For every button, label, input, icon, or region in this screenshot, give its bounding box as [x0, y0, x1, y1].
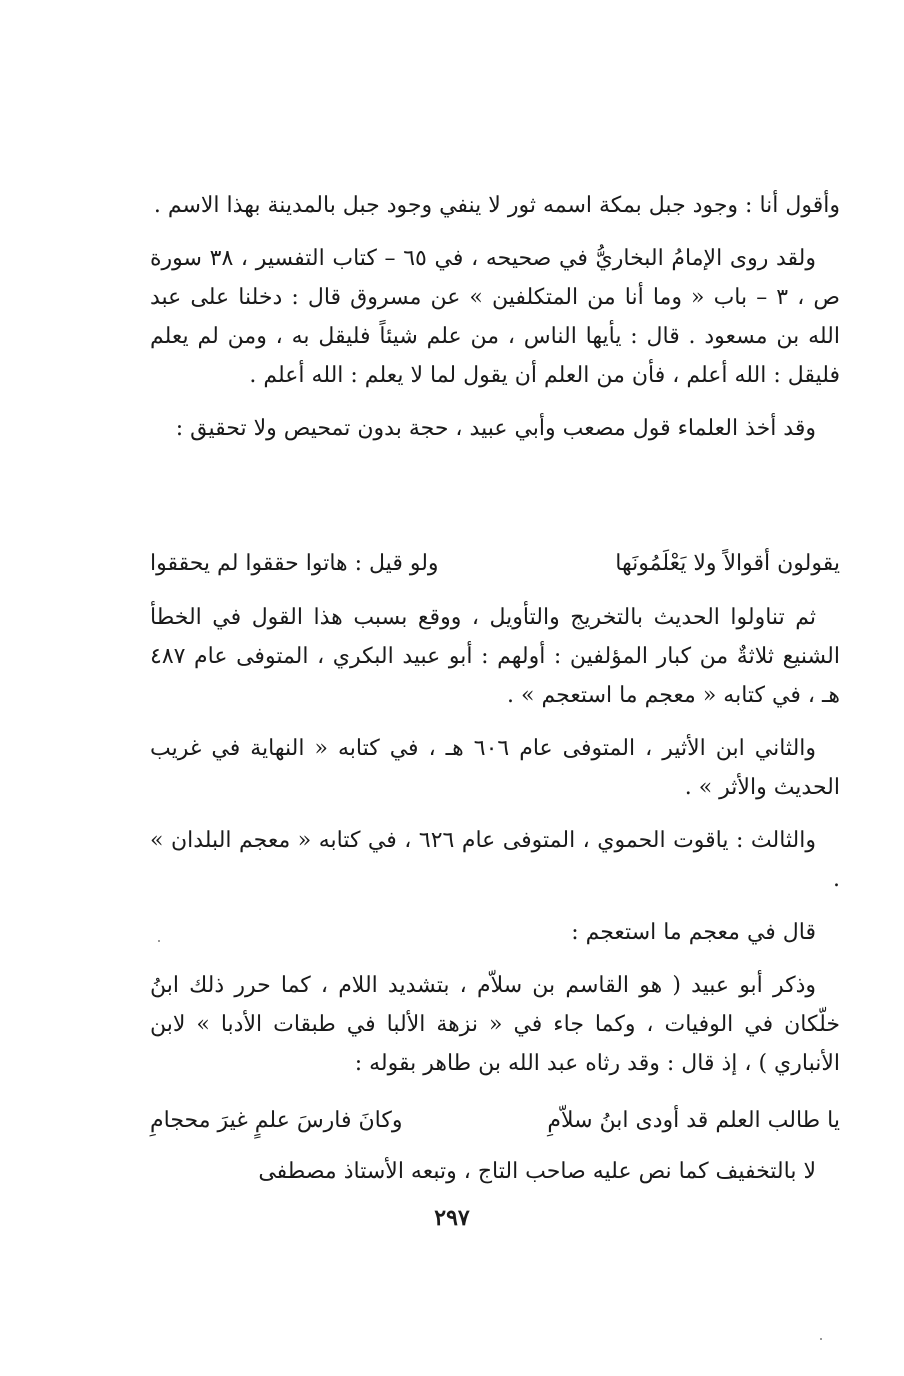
paragraph-3: وقد أخذ العلماء قول مصعب وأبي عبيد ، حجة بدون تمحيص ولا تحقيق : [175, 416, 816, 441]
verse-2-first-hemistich: يا طالب العلم قد أودى ابنُ سلاّمِ [547, 1108, 840, 1133]
verse-2 [150, 1101, 840, 1140]
text-block-bottom [150, 1152, 840, 1191]
paragraph-8: وذكر أبو عبيد ( هو القاسم بن سلاّم ، بتشديد اللام ، كما حرر ذلك ابنُ خلّكان في الوفيات ، وكما جاء في « نزهة الألبا في طبقات الأدبا » لابن الأنباري ) ، إذ قال : وقد رثاه عبد الله بن طاهر بقوله : [150, 973, 840, 1076]
scan-speck [820, 1338, 822, 1340]
paragraph-9: لا بالتخفيف كما نص عليه صاحب التاج ، وتبعه الأستاذ مصطفى [258, 1159, 816, 1184]
paragraph-4: ثم تناولوا الحديث بالتخريج والتأويل ، ووقع بسبب هذا القول في الخطأ الشنيع ثلاثةٌ من كبار المؤلفين : أولهم : أبو عبيد البكري ، المتوفى عام ٤٨٧ هـ ، في كتابه « معجم ما استعجم » . [150, 605, 840, 708]
paragraph-7: قال في معجم ما استعجم : [571, 920, 816, 945]
verse-1 [150, 544, 840, 583]
verse-1-second-hemistich: ولو قيل : هاتوا حققوا لم يحققوا [150, 551, 439, 576]
text-block-middle [150, 598, 840, 1083]
paragraph-2: ولقد روى الإمامُ البخاريُّ في صحيحه ، في ٦٥ – كتاب التفسير ، ٣٨ سورة ص ، ٣ – باب « وما أنا من المتكلفين » عن مسروق قال : دخلنا على عبد الله بن مسعود . قال : يأيها الناس ، من علم شيئاً فليقل به ، ومن لم يعلم فليقل : الله أعلم ، فأن من العلم أن يقول لما لا يعلم : الله أعلم . [150, 246, 840, 388]
scan-speck [158, 940, 160, 942]
verse-2-second-hemistich: وكانَ فارسَ علمٍ غيرَ محجامِ [150, 1108, 403, 1133]
paragraph-1: وأقول أنا : وجود جبل بمكة اسمه ثور لا ينفي وجود جبل بالمدينة بهذا الاسم . [153, 193, 840, 218]
paragraph-6: والثالث : ياقوت الحموي ، المتوفى عام ٦٢٦ ، في كتابه « معجم البلدان » . [150, 828, 840, 892]
page-number: ٢٩٧ [434, 1205, 470, 1231]
paragraph-5: والثاني ابن الأثير ، المتوفى عام ٦٠٦ هـ ، في كتابه « النهاية في غريب الحديث والأثر » . [150, 736, 840, 800]
text-block-top [150, 186, 840, 448]
verse-1-first-hemistich: يقولون أقوالاً ولا يَعْلَمُونَها [615, 551, 840, 576]
